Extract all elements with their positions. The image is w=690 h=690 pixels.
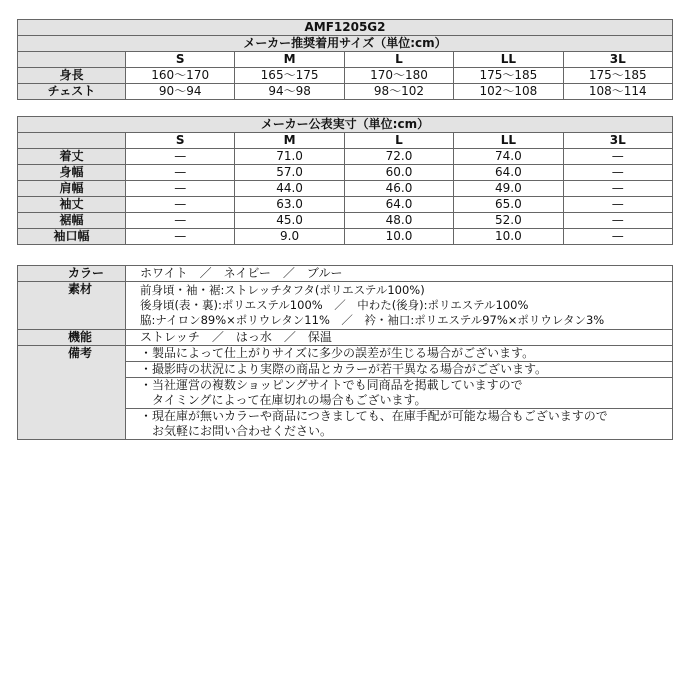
table-row: [18, 84, 673, 100]
note-line: ・現在庫が無いカラーや商品につきましても、在庫手配が可能な場合もございますので: [140, 409, 608, 423]
table-cell: 57.0: [235, 165, 344, 181]
row-label: 肩幅: [18, 181, 126, 197]
measured-size-title: メーカー公表実寸（単位:cm）: [18, 117, 673, 133]
color-value: ホワイト ／ ネイビー ／ ブルー: [126, 266, 673, 282]
table-cell: 102〜108: [454, 84, 563, 100]
table-cell: 71.0: [235, 149, 344, 165]
table-cell: 48.0: [344, 213, 453, 229]
table-cell: —: [126, 197, 235, 213]
table-cell: —: [126, 181, 235, 197]
material-line: 前身頃・袖・裾:ストレッチタフタ(ポリエステル100%): [140, 283, 425, 297]
detail-row-function: [18, 330, 673, 346]
table-cell: 63.0: [235, 197, 344, 213]
size-header: 3L: [563, 52, 672, 68]
table-cell: 94〜98: [235, 84, 344, 100]
recommended-size-table: [17, 19, 673, 100]
table-cell: 45.0: [235, 213, 344, 229]
row-label: 身幅: [18, 165, 126, 181]
function-label: 機能: [18, 330, 126, 346]
note-line: ・製品によって仕上がりサイズに多少の誤差が生じる場合がございます。: [140, 346, 535, 360]
table-cell: 64.0: [344, 197, 453, 213]
table-cell: 46.0: [344, 181, 453, 197]
table-cell: —: [563, 229, 672, 245]
note-line: お気軽にお問い合わせください。: [140, 424, 333, 438]
table-row: [18, 197, 673, 213]
note-item: [126, 346, 673, 362]
table-cell: —: [563, 149, 672, 165]
table-cell: 9.0: [235, 229, 344, 245]
table-row: [18, 165, 673, 181]
table-cell: 10.0: [454, 229, 563, 245]
note-line: ・撮影時の状況により実際の商品とカラーが若干異なる場合がございます。: [140, 362, 548, 376]
size-header: LL: [454, 133, 563, 149]
table-cell: 90〜94: [126, 84, 235, 100]
corner-cell: [18, 133, 126, 149]
model-code: AMF1205G2: [18, 20, 673, 36]
row-label: チェスト: [18, 84, 126, 100]
table-cell: 175〜185: [454, 68, 563, 84]
material-value: [126, 282, 673, 330]
table-row: [18, 213, 673, 229]
size-header: S: [126, 133, 235, 149]
table-cell: 60.0: [344, 165, 453, 181]
table-cell: 72.0: [344, 149, 453, 165]
detail-row-notes: [18, 346, 673, 362]
size-header: M: [235, 133, 344, 149]
detail-row-material: [18, 282, 673, 330]
note-item: [126, 362, 673, 378]
table-cell: 10.0: [344, 229, 453, 245]
corner-cell: [18, 52, 126, 68]
table-cell: 175〜185: [563, 68, 672, 84]
row-label: 着丈: [18, 149, 126, 165]
table-cell: 170〜180: [344, 68, 453, 84]
table-row: [18, 68, 673, 84]
detail-row-color: [18, 266, 673, 282]
size-header: LL: [454, 52, 563, 68]
measured-size-table: [17, 116, 673, 245]
function-value: ストレッチ ／ はっ水 ／ 保温: [126, 330, 673, 346]
table-cell: 65.0: [454, 197, 563, 213]
row-label: 袖丈: [18, 197, 126, 213]
table-cell: 49.0: [454, 181, 563, 197]
note-line: ・当社運営の複数ショッピングサイトでも同商品を掲載していますので: [140, 378, 523, 392]
material-line: 脇:ナイロン89%×ポリウレタン11% ／ 衿・袖口:ポリエステル97%×ポリウレタン3%: [140, 313, 605, 327]
table-cell: —: [563, 197, 672, 213]
table-cell: 44.0: [235, 181, 344, 197]
row-label: 裾幅: [18, 213, 126, 229]
recommended-size-title: メーカー推奨着用サイズ（単位:cm）: [18, 36, 673, 52]
table-cell: 52.0: [454, 213, 563, 229]
table-row: [18, 181, 673, 197]
table-cell: —: [126, 149, 235, 165]
table-row: [18, 149, 673, 165]
table-cell: 64.0: [454, 165, 563, 181]
table-cell: 108〜114: [563, 84, 672, 100]
size-header: S: [126, 52, 235, 68]
table-row: [18, 229, 673, 245]
notes-label: 備考: [18, 346, 126, 440]
size-header: 3L: [563, 133, 672, 149]
table-cell: —: [563, 165, 672, 181]
size-header: L: [344, 133, 453, 149]
material-line: 後身頃(表・裏):ポリエステル100% ／ 中わた(後身):ポリエステル100%: [140, 298, 529, 312]
row-label: 袖口幅: [18, 229, 126, 245]
table-cell: —: [126, 165, 235, 181]
table-cell: 160〜170: [126, 68, 235, 84]
product-details-table: [17, 265, 673, 440]
size-header: L: [344, 52, 453, 68]
material-label: 素材: [18, 282, 126, 330]
table-cell: 74.0: [454, 149, 563, 165]
note-item: [126, 378, 673, 409]
color-label: カラー: [18, 266, 126, 282]
note-item: [126, 409, 673, 440]
table-cell: 98〜102: [344, 84, 453, 100]
note-line: タイミングによって在庫切れの場合もございます。: [140, 393, 427, 407]
table-cell: —: [126, 213, 235, 229]
table-cell: —: [563, 213, 672, 229]
row-label: 身長: [18, 68, 126, 84]
size-header: M: [235, 52, 344, 68]
table-cell: 165〜175: [235, 68, 344, 84]
table-cell: —: [563, 181, 672, 197]
table-cell: —: [126, 229, 235, 245]
